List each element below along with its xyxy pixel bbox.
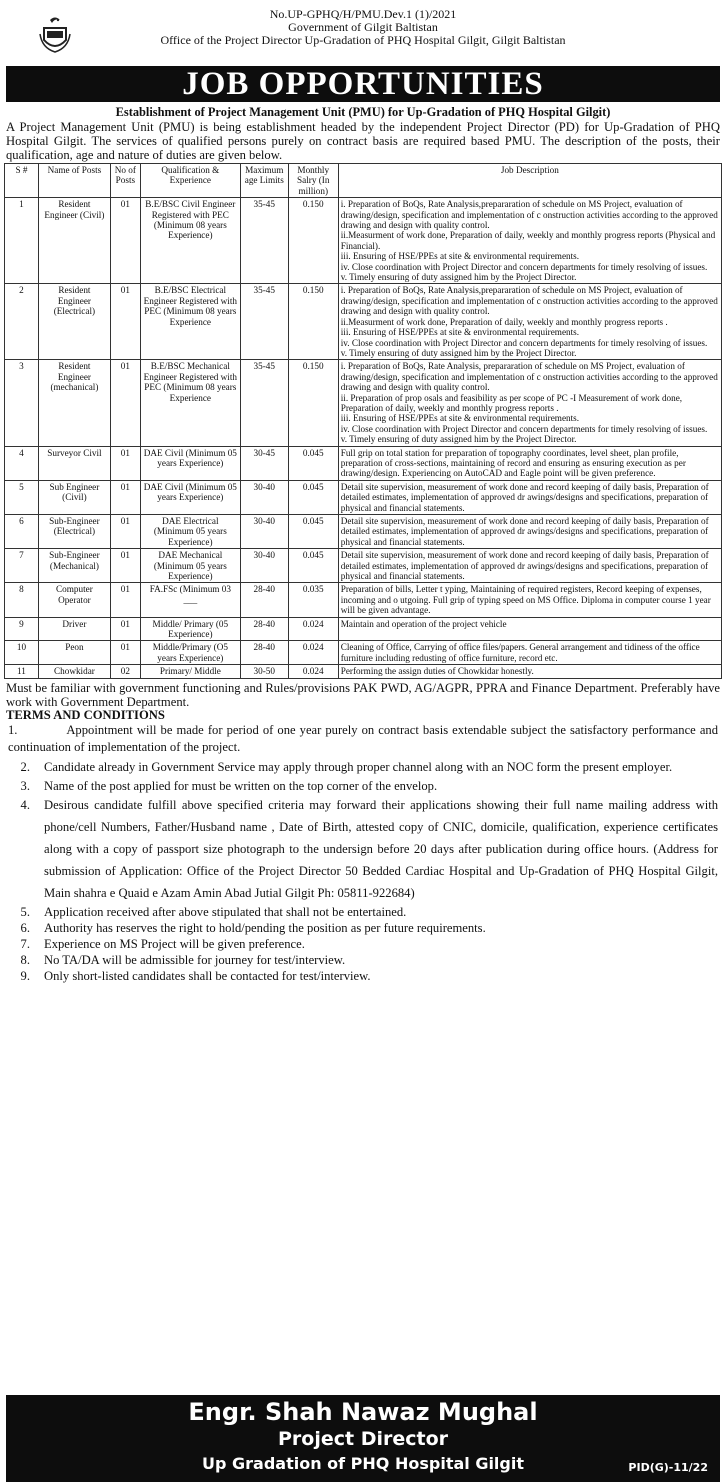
cell-no-of-posts: 01 xyxy=(110,583,140,617)
cell-salary: 0.045 xyxy=(288,480,338,514)
table-row xyxy=(5,198,722,284)
cell-job-description xyxy=(338,198,721,284)
cell-salary: 0.024 xyxy=(288,665,338,678)
cell-no-of-posts: 01 xyxy=(110,549,140,583)
table-row xyxy=(5,665,722,678)
cell-age-limit: 35-45 xyxy=(240,284,288,360)
term-number: 4. xyxy=(20,797,30,812)
term-number: 8. xyxy=(20,952,30,967)
term-number: 9. xyxy=(20,968,30,983)
cell-age-limit: 30-45 xyxy=(240,446,288,480)
term-number: 7. xyxy=(20,936,30,951)
term-text: Experience on MS Project will be given preference. xyxy=(44,936,305,951)
term-text: Application received after above stipulated that shall not be entertained. xyxy=(44,904,407,919)
cell-job-description xyxy=(338,446,721,480)
col-header: Qualification & Experience xyxy=(140,164,240,198)
cell-qualification: DAE Civil (Minimum 05 years Experience) xyxy=(140,446,240,480)
cell-age-limit: 30-40 xyxy=(240,515,288,549)
cell-sno: 1 xyxy=(5,198,39,284)
term-item xyxy=(8,952,718,968)
job-description-line: Detail site supervision, measurement of work done and record keeping of daily basis, Preparation of detailed estimates, implementation of approved dr awings/designs and specifications, preparation of physical and financial statements. xyxy=(340,550,709,582)
job-description-line: iv. Close coordination with Project Director and concern departments for timely resolving of issues. xyxy=(340,261,708,272)
cell-salary: 0.045 xyxy=(288,549,338,583)
term-number: 3. xyxy=(20,778,30,793)
cell-qualification: B.E/BSC Civil Engineer Registered with PEC (Minimum 08 years Experience) xyxy=(140,198,240,284)
intro-paragraph: A Project Management Unit (PMU) is being establishment headed by the independent Project Director (PD) for Up-Gradation of PHQ Hospital Gilgit. The services of qualified persons purely on contract basis are required based PMU. The description of the posts, their qualification, age and nature of duties are given below. xyxy=(6,120,720,162)
job-description-line: v. Timely ensuring of duty assigned him by the Project Director. xyxy=(340,347,577,358)
requirements-note: Must be familiar with government functioning and Rules/provisions PAK PWD, AG/AGPR, PPRA and Finance Department. Preferably have work with Government Department. xyxy=(6,680,720,709)
cell-qualification: FA.FSc (Minimum 03 ___ xyxy=(140,583,240,617)
term-text: No TA/DA will be admissible for journey for test/interview. xyxy=(44,952,346,967)
subtitle: Establishment of Project Management Unit (PMU) for Up-Gradation of PHQ Hospital Gilgit) xyxy=(115,105,611,119)
cell-age-limit: 35-45 xyxy=(240,198,288,284)
cell-job-description xyxy=(338,665,721,678)
cell-age-limit: 30-40 xyxy=(240,549,288,583)
term-text: Desirous candidate fulfill above specified criteria may forward their applications showing their full name mailing address with phone/cell Numbers, Father/Husband name , Date of Birth, attested copy of CNIC, domicile, qualification, experience certificates along with a copy of passport size photograph to the undersign before 20 days after publication during office hours. (Address for submission of Application: Office of the Project Director 50 Bedded Cardiac Hospital and Up-Gradation of PHQ Hospital Gilgit, Main shahra e Quaid e Azam Amin Abad Jutial Gilgit Ph: 05811-922684) xyxy=(44,797,718,900)
cell-post-name: Peon xyxy=(38,641,110,665)
pid-code: PID(G)-11/22 xyxy=(628,1461,708,1474)
cell-sno: 7 xyxy=(5,549,39,583)
table-row xyxy=(5,617,722,641)
cell-age-limit: 28-40 xyxy=(240,617,288,641)
job-description-line: Cleaning of Office, Carrying of office files/papers. General arrangement and tidiness of the office furniture including redusting of office furniture, record etc. xyxy=(340,642,700,663)
cell-sno: 4 xyxy=(5,446,39,480)
cell-sno: 11 xyxy=(5,665,39,678)
col-header: Monthly Salry (In million) xyxy=(288,164,338,198)
office-name: Office of the Project Director Up-Gradation of PHQ Hospital Gilgit, Gilgit Baltistan xyxy=(160,33,566,47)
term-number: 6. xyxy=(20,920,30,935)
job-description-line: iii. Ensuring of HSE/PPEs at site & environmental requirements. xyxy=(340,251,580,262)
cell-sno: 10 xyxy=(5,641,39,665)
job-description-line: i. Preparation of BoQs, Rate Analysis,prepararation of schedule on MS Project, evaluation of drawing/design, specification and implementation of c onstruction activities according to the approved drawing and design with quality control. xyxy=(340,199,718,231)
job-description-line: iv. Close coordination with Project Director and concern departments for timely resolving of issues. xyxy=(340,423,708,434)
cell-job-description xyxy=(338,549,721,583)
cell-no-of-posts: 01 xyxy=(110,617,140,641)
job-description-line: v. Timely ensuring of duty assigned him by the Project Director. xyxy=(340,434,577,445)
term-item xyxy=(8,778,718,794)
cell-no-of-posts: 01 xyxy=(110,198,140,284)
cell-post-name: Chowkidar xyxy=(38,665,110,678)
table-row xyxy=(5,549,722,583)
cell-qualification: DAE Electrical (Minimum 05 years Experience) xyxy=(140,515,240,549)
signatory-designation: Project Director xyxy=(277,1428,449,1450)
cell-job-description xyxy=(338,583,721,617)
term-text: Name of the post applied for must be written on the top corner of the envelop. xyxy=(44,778,438,793)
cell-post-name: Driver xyxy=(38,617,110,641)
job-description-line: ii.Measurment of work done, Preparation of daily, weekly and monthly progress reports . xyxy=(340,316,668,327)
cell-post-name: Resident Engineer (Electrical) xyxy=(38,284,110,360)
job-description-line: v. Timely ensuring of duty assigned him by the Project Director. xyxy=(340,272,577,283)
term-text: Only short-listed candidates shall be contacted for test/interview. xyxy=(44,968,371,983)
term-number: 5. xyxy=(20,904,30,919)
signatory-name: Engr. Shah Nawaz Mughal xyxy=(188,1398,538,1426)
table-row xyxy=(5,515,722,549)
cell-post-name: Resident Engineer (mechanical) xyxy=(38,360,110,446)
cell-qualification: DAE Civil (Minimum 05 years Experience) xyxy=(140,480,240,514)
cell-qualification: B.E/BSC Mechanical Engineer Registered with PEC (Minimum 08 years Experience xyxy=(140,360,240,446)
cell-age-limit: 28-40 xyxy=(240,641,288,665)
cell-qualification: B.E/BSC Electrical Engineer Registered with PEC (Minimum 08 years Experience xyxy=(140,284,240,360)
cell-salary: 0.024 xyxy=(288,641,338,665)
term-item xyxy=(8,968,718,984)
cell-sno: 3 xyxy=(5,360,39,446)
cell-sno: 9 xyxy=(5,617,39,641)
term-item xyxy=(8,756,718,778)
cell-post-name: Surveyor Civil xyxy=(38,446,110,480)
term-item xyxy=(8,920,718,936)
cell-job-description xyxy=(338,360,721,446)
term-text: Authority has reserves the right to hold/pending the position as per future requirements. xyxy=(44,920,486,935)
col-header: Name of Posts xyxy=(38,164,110,198)
job-description-line: Maintain and operation of the project vehicle xyxy=(340,618,507,629)
cell-post-name: Sub Engineer (Civil) xyxy=(38,480,110,514)
table-row xyxy=(5,360,722,446)
cell-qualification: Middle/Primary (O5 years Experience) xyxy=(140,641,240,665)
cell-post-name: Computer Operator xyxy=(38,583,110,617)
posts-table xyxy=(4,163,722,679)
cell-qualification: DAE Mechanical (Minimum 05 years Experience) xyxy=(140,549,240,583)
job-description-line: Preparation of bills, Letter t yping, Maintaining of required registers, Record keeping of expenses, incoming and o utgoing. Full grip of typing speed on MS Office. Diploma in computer course 1 year will be given advantage. xyxy=(340,584,711,616)
cell-post-name: Sub-Engineer (Electrical) xyxy=(38,515,110,549)
cell-no-of-posts: 01 xyxy=(110,284,140,360)
cell-job-description xyxy=(338,641,721,665)
table-row xyxy=(5,446,722,480)
cell-qualification: Middle/ Primary (05 Experience) xyxy=(140,617,240,641)
term-number: 1. xyxy=(8,722,18,737)
cell-age-limit: 28-40 xyxy=(240,583,288,617)
cell-salary: 0.150 xyxy=(288,198,338,284)
job-description-line: ii. Preparation of prop osals and feasibility as per scope of PC -I Measurement of work done, Preparation of daily, weekly and monthly progress reports . xyxy=(340,392,683,413)
cell-salary: 0.150 xyxy=(288,284,338,360)
cell-job-description xyxy=(338,617,721,641)
cell-no-of-posts: 01 xyxy=(110,641,140,665)
table-row xyxy=(5,583,722,617)
cell-age-limit: 35-45 xyxy=(240,360,288,446)
cell-sno: 8 xyxy=(5,583,39,617)
cell-job-description xyxy=(338,480,721,514)
cell-salary: 0.150 xyxy=(288,360,338,446)
government-emblem-icon xyxy=(38,14,72,54)
job-description-line: Full grip on total station for preparation of topography coordinates, level sheet, plan profile, preparation of cross-sections, maintaining of record and ensuring as ensuring execution as per drawing/design. Experiencing on AutoCAD and Eagle point will be given preference. xyxy=(340,447,686,479)
cell-no-of-posts: 01 xyxy=(110,515,140,549)
col-header: No of Posts xyxy=(110,164,140,198)
term-number: 2. xyxy=(20,759,30,774)
cell-job-description xyxy=(338,515,721,549)
cell-no-of-posts: 01 xyxy=(110,446,140,480)
cell-no-of-posts: 01 xyxy=(110,480,140,514)
job-description-line: iii. Ensuring of HSE/PPEs at site & environmental requirements. xyxy=(340,327,580,338)
cell-salary: 0.024 xyxy=(288,617,338,641)
government-name: Government of Gilgit Baltistan xyxy=(288,20,438,34)
banner-title: JOB OPPORTUNITIES xyxy=(6,66,720,102)
header xyxy=(4,0,722,66)
job-description-line: iii. Ensuring of HSE/PPEs at site & environmental requirements. xyxy=(340,413,580,424)
project-name: Up Gradation of PHQ Hospital Gilgit xyxy=(201,1454,524,1473)
job-description-line: i. Preparation of BoQs, Rate Analysis,prepararation of schedule on MS Project, evaluation of drawing/design, specification and implementation of c onstruction activities according to the approved drawing and design with quality control. xyxy=(340,285,718,317)
term-item xyxy=(8,794,718,904)
job-description-line: Detail site supervision, measurement of work done and record keeping of daily basis, Preparation of detailed estimates, implementation of approved dr awings/designs and specifications, preparation of physical and financial statements. xyxy=(340,516,709,547)
col-header: S # xyxy=(5,164,39,198)
reference-number: No.UP-GPHQ/H/PMU.Dev.1 (1)/2021 xyxy=(269,7,457,21)
terms-title: TERMS AND CONDITIONS xyxy=(6,707,165,722)
term-item xyxy=(8,722,718,756)
term-item xyxy=(8,904,718,920)
job-description-line: iv. Close coordination with Project Director and concern departments for timely resolving of issues. xyxy=(340,337,708,348)
job-description-line: Performing the assign duties of Chowkidar honestly. xyxy=(340,666,534,677)
cell-salary: 0.045 xyxy=(288,515,338,549)
table-row xyxy=(5,641,722,665)
job-description-line: ii.Measurment of work done, Preparation of daily, weekly and monthly progress reports (Physical and Financial). xyxy=(340,230,716,251)
cell-job-description xyxy=(338,284,721,360)
term-text: Candidate already in Government Service may apply through proper channel along with an NOC form the present employer. xyxy=(44,759,673,774)
term-item xyxy=(8,936,718,952)
table-header-row xyxy=(5,164,722,198)
term-text: Appointment will be made for period of one year purely on contract basis extendable subject the satisfactory performance and continuation of implementation of the project. xyxy=(8,722,719,754)
cell-no-of-posts: 02 xyxy=(110,665,140,678)
cell-sno: 2 xyxy=(5,284,39,360)
cell-qualification: Primary/ Middle xyxy=(140,665,240,678)
job-description-line: i. Preparation of BoQs, Rate Analysis, prepararation of schedule on MS Project, evaluation of drawing/design, specification and implementation of c onstruction activities according to the approved drawing and design with quality control. xyxy=(340,361,718,393)
cell-sno: 5 xyxy=(5,480,39,514)
cell-post-name: Sub-Engineer (Mechanical) xyxy=(38,549,110,583)
signature-block xyxy=(6,1395,720,1482)
cell-no-of-posts: 01 xyxy=(110,360,140,446)
job-description-line: Detail site supervision, measurement of work done and record keeping of daily basis, Preparation of detailed estimates, implementation of approved dr awings/designs and specifications, preparation of physical and financial statements. xyxy=(340,481,709,513)
cell-salary: 0.035 xyxy=(288,583,338,617)
cell-age-limit: 30-40 xyxy=(240,480,288,514)
table-row xyxy=(5,284,722,360)
cell-sno: 6 xyxy=(5,515,39,549)
table-row xyxy=(5,480,722,514)
col-header: Maximum age Limits xyxy=(240,164,288,198)
col-header: Job Description xyxy=(338,164,721,198)
cell-age-limit: 30-50 xyxy=(240,665,288,678)
cell-post-name: Resident Engineer (Civil) xyxy=(38,198,110,284)
terms-list xyxy=(8,722,718,984)
cell-salary: 0.045 xyxy=(288,446,338,480)
